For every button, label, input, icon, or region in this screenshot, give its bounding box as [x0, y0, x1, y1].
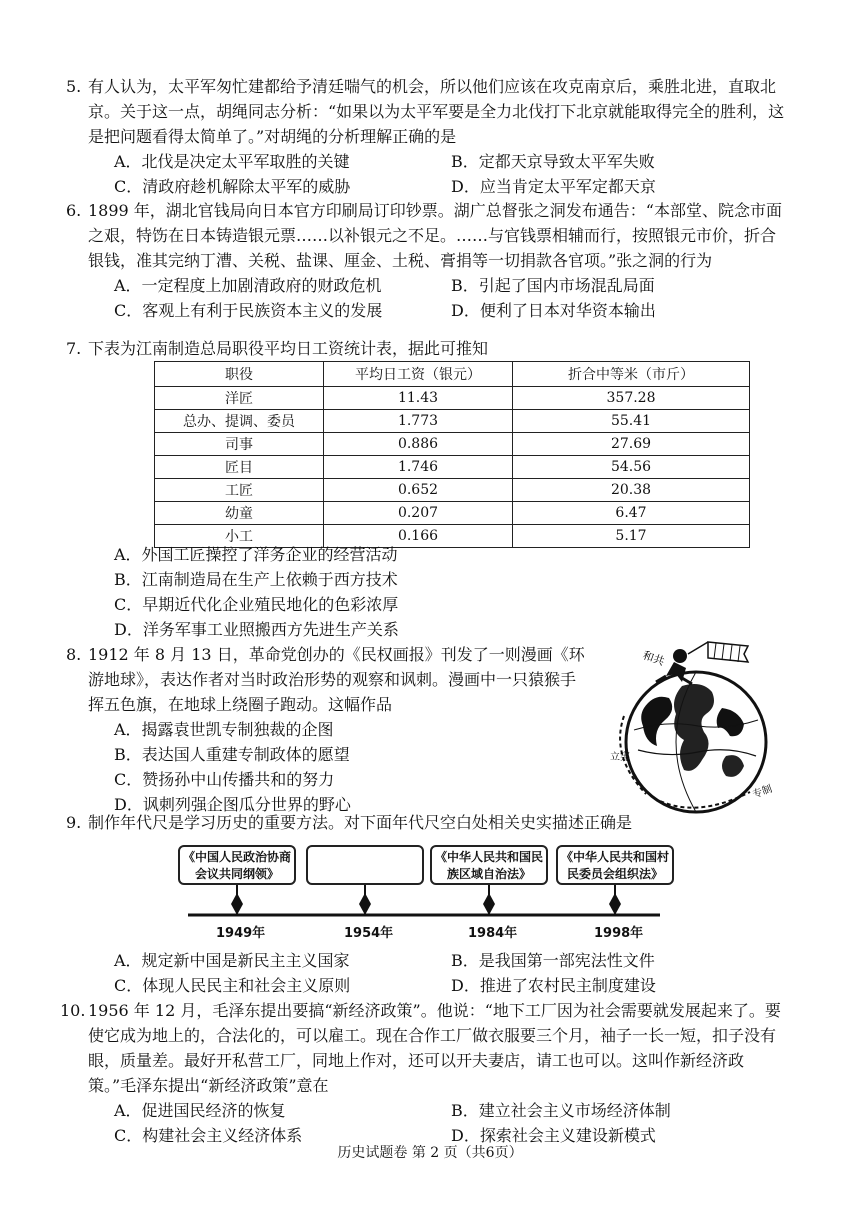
table-cell: 6.47: [513, 502, 750, 525]
table-cell: 匠目: [155, 456, 324, 479]
question-6: [66, 198, 788, 323]
question-stem: 1912 年 8 月 13 日，革命党创办的《民权画报》刊发了一则漫画《环游地球》，表达作者对当时政治形势的观察和讽刺。漫画中一只猿猴手挥五色旗，在地球上绕圈子跑动。这幅作品: [88, 645, 585, 714]
timeline-year: 1949年: [216, 926, 266, 941]
option-d: D．探索社会主义建设新模式: [451, 1126, 656, 1145]
question-stem: 下表为江南制造总局职役平均日工资统计表，据此可推知: [88, 339, 489, 358]
option-a: A．促进国民经济的恢复: [114, 1101, 286, 1120]
cartoon-label-gonghe: 和共: [640, 648, 667, 669]
option-a: A．外国工匠操控了洋务企业的经营活动: [114, 545, 398, 564]
table-cell: 司事: [155, 433, 324, 456]
diamond-marker-icon: [231, 893, 243, 915]
question-stem: 1899 年，湖北官钱局向日本官方印刷局订印钞票。湖广总督张之洞发布通告：“本部堂、院念市面之艰，特饬在日本铸造银元票……以补银元之不足。……与官钱票相辅而行，按照银元市价，折合银钱，准其完纳丁漕、关税、盐课、厘金、土税、膏捐等一切捐款各官项。”张之洞的行为: [88, 201, 782, 270]
cartoon-label-lixian: 立宪: [610, 752, 630, 763]
table-cell: 11.43: [324, 387, 513, 410]
option-c: C．清政府趁机解除太平军的威胁: [114, 177, 351, 196]
option-b: B．是我国第一部宪法性文件: [451, 951, 655, 970]
table-cell: 20.38: [513, 479, 750, 502]
timeline-year: 1998年: [594, 926, 644, 941]
question-9: [66, 810, 788, 835]
timeline-box-1984: 《中华人民共和国民族区域自治法》: [430, 845, 548, 885]
option-c: C．构建社会主义经济体系: [114, 1126, 303, 1145]
table-cell: 洋匠: [155, 387, 324, 410]
table-cell: 工匠: [155, 479, 324, 502]
option-a: A．北伐是决定太平军取胜的关键: [114, 152, 350, 171]
diamond-marker-icon: [609, 893, 621, 915]
timeline-diagram: [178, 845, 678, 945]
table-cell: 5.17: [513, 525, 750, 548]
option-c: C．赞扬孙中山传播共和的努力: [114, 770, 335, 789]
timeline-box-1998: 《中华人民共和国村民委员会组织法》: [556, 845, 674, 885]
table-row: [155, 479, 750, 502]
option-a: A．一定程度上加剧清政府的财政危机: [114, 276, 382, 295]
option-a: A．揭露袁世凯专制独裁的企图: [114, 720, 334, 739]
question-7: [66, 336, 788, 361]
diamond-marker-icon: [359, 893, 371, 915]
diamond-marker-icon: [483, 893, 495, 915]
table-row: [155, 410, 750, 433]
table-cell: 幼童: [155, 502, 324, 525]
question-stem: 制作年代尺是学习历史的重要方法。对下面年代尺空白处相关史实描述正确是: [88, 813, 633, 832]
table-cell: 54.56: [513, 456, 750, 479]
table-cell: 1.746: [324, 456, 513, 479]
question-8: [66, 642, 588, 817]
question-number: 6.: [66, 201, 82, 220]
question-10: [60, 998, 788, 1148]
timeline-year: 1954年: [344, 926, 394, 941]
cartoon-label-zhuanzhi: 专制: [751, 783, 774, 801]
options: [114, 1098, 788, 1148]
options: [114, 273, 788, 323]
table-cell: 55.41: [513, 410, 750, 433]
question-stem: 有人认为，太平军匆忙建都给予清廷喘气的机会，所以他们应该在攻克南京后，乘胜北进，直取北京。关于这一点，胡绳同志分析：“如果以为太平军要是全力北伐打下北京就能取得完全的胜利，这是把问题看得太简单了。”对胡绳的分析理解正确的是: [88, 77, 785, 146]
table-cell: 小工: [155, 525, 324, 548]
timeline-box-1949: 《中国人民政治协商会议共同纲领》: [178, 845, 296, 885]
options: [114, 948, 788, 998]
question-number: 7.: [66, 339, 82, 358]
options: [114, 542, 788, 642]
globe-cartoon-illustration: [604, 638, 784, 818]
question-number: 9.: [66, 813, 82, 832]
table-header: 平均日工资（银元）: [324, 362, 513, 387]
option-c: C．客观上有利于民族资本主义的发展: [114, 301, 383, 320]
option-d: D．讽刺列强企图瓜分世界的野心: [114, 795, 351, 814]
option-b: B．江南制造局在生产上依赖于西方技术: [114, 570, 398, 589]
question-9-options: [88, 948, 788, 998]
option-d: D．洋务军事工业照搬西方先进生产关系: [114, 620, 399, 639]
timeline-year: 1984年: [468, 926, 518, 941]
question-number: 10.: [60, 1001, 86, 1020]
question-number: 8.: [66, 645, 82, 664]
option-d: D．推进了农村民主制度建设: [451, 976, 656, 995]
timeline-axis: [178, 885, 678, 925]
table-row: [155, 387, 750, 410]
option-b: B．引起了国内市场混乱局面: [451, 276, 655, 295]
options: [114, 717, 588, 817]
option-b: B．表达国人重建专制政体的愿望: [114, 745, 350, 764]
table-cell: 27.69: [513, 433, 750, 456]
question-stem: 1956 年 12 月，毛泽东提出要搞“新经济政策”。他说：“地下工厂因为社会需要就发展起来了。要使它成为地上的，合法化的，可以雇工。现在合作工厂做衣服要三个月，袖子一长一短，扣子没有眼，质量差。最好开私营工厂，同地上作对，还可以开夫妻店，请工也可以。这叫作新经济政策。”毛泽东提出“新经济政策”意在: [88, 1001, 781, 1095]
question-7-options: [88, 542, 788, 642]
option-c: C．早期近代化企业殖民地化的色彩浓厚: [114, 595, 399, 614]
option-a: A．规定新中国是新民主主义国家: [114, 951, 350, 970]
table-header-row: [155, 362, 750, 387]
table-cell: 0.886: [324, 433, 513, 456]
five-color-flag-icon: [688, 642, 748, 662]
options: [114, 149, 788, 199]
table-cell: 0.166: [324, 525, 513, 548]
table-cell: 总办、提调、委员: [155, 410, 324, 433]
page-footer: 历史试题卷 第 2 页（共6页）: [337, 1145, 523, 1161]
table-cell: 0.652: [324, 479, 513, 502]
table-cell: 0.207: [324, 502, 513, 525]
table-cell: 1.773: [324, 410, 513, 433]
option-d: D．便利了日本对华资本输出: [451, 301, 656, 320]
option-b: B．建立社会主义市场经济体制: [451, 1101, 671, 1120]
table-cell: 357.28: [513, 387, 750, 410]
wage-table: [154, 361, 750, 548]
question-5: [66, 74, 788, 199]
option-b: B．定都天京导致太平军失败: [451, 152, 655, 171]
table-header: 职役: [155, 362, 324, 387]
option-c: C．体现人民民主和社会主义原则: [114, 976, 351, 995]
timeline-box-1954-blank: [306, 845, 424, 885]
table-row: [155, 502, 750, 525]
table-row: [155, 433, 750, 456]
question-number: 5.: [66, 77, 82, 96]
option-d: D．应当肯定太平军定都天京: [451, 177, 656, 196]
table-header: 折合中等米（市斤）: [513, 362, 750, 387]
table-row: [155, 456, 750, 479]
